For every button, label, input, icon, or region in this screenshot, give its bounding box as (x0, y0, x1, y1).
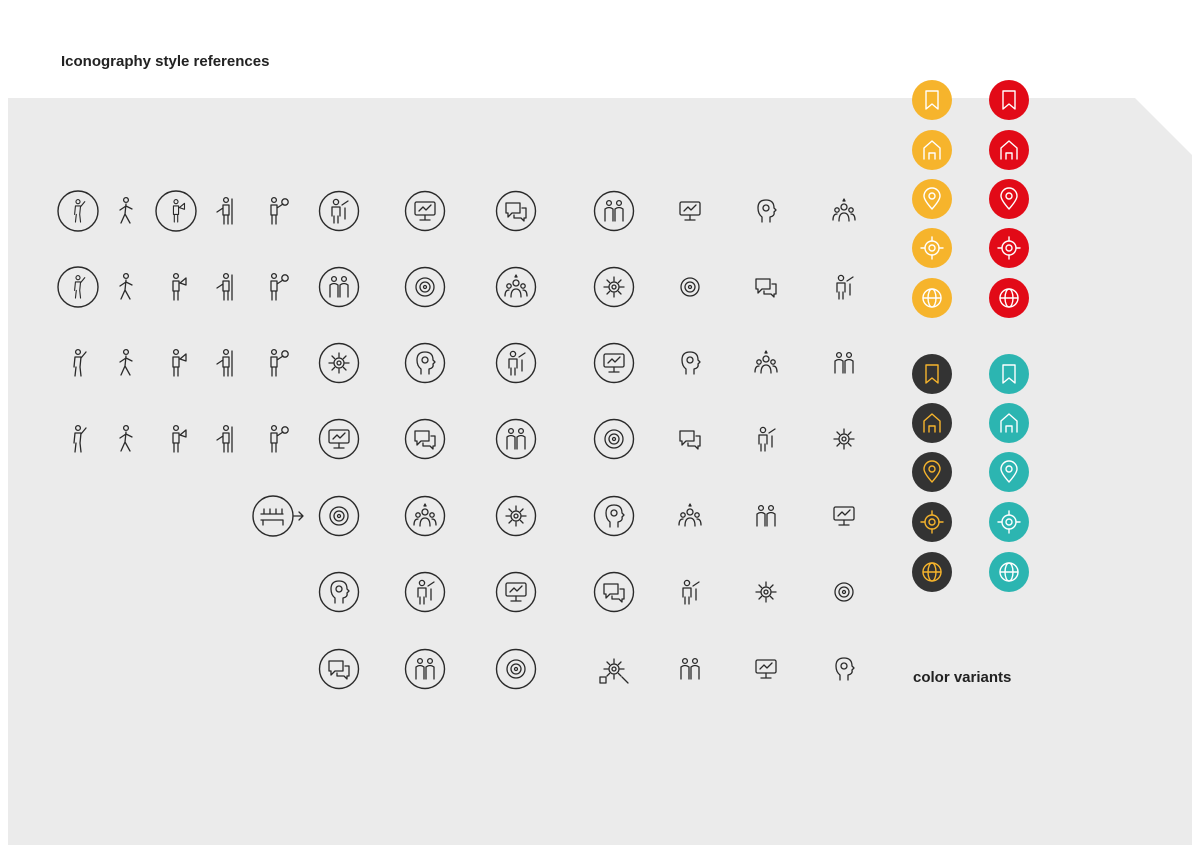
dark-home-icon (912, 403, 952, 443)
yellow-target-icon (912, 228, 952, 268)
yellow-bookmark-icon (912, 80, 952, 120)
page-title: Iconography style references (61, 53, 270, 70)
teal-home-icon (989, 403, 1029, 443)
red-globe-icon (989, 278, 1029, 318)
teal-bookmark-icon (989, 354, 1029, 394)
teal-target-icon (989, 502, 1029, 542)
color-variants-label: color variants (913, 669, 1012, 686)
yellow-globe-icon (912, 278, 952, 318)
red-location-pin-icon (989, 179, 1029, 219)
red-bookmark-icon (989, 80, 1029, 120)
teal-globe-icon (989, 552, 1029, 592)
red-home-icon (989, 130, 1029, 170)
teal-location-pin-icon (989, 452, 1029, 492)
dark-location-pin-icon (912, 452, 952, 492)
dark-bookmark-icon (912, 354, 952, 394)
yellow-home-icon (912, 130, 952, 170)
dark-globe-icon (912, 552, 952, 592)
red-target-icon (989, 228, 1029, 268)
yellow-location-pin-icon (912, 179, 952, 219)
dark-target-icon (912, 502, 952, 542)
